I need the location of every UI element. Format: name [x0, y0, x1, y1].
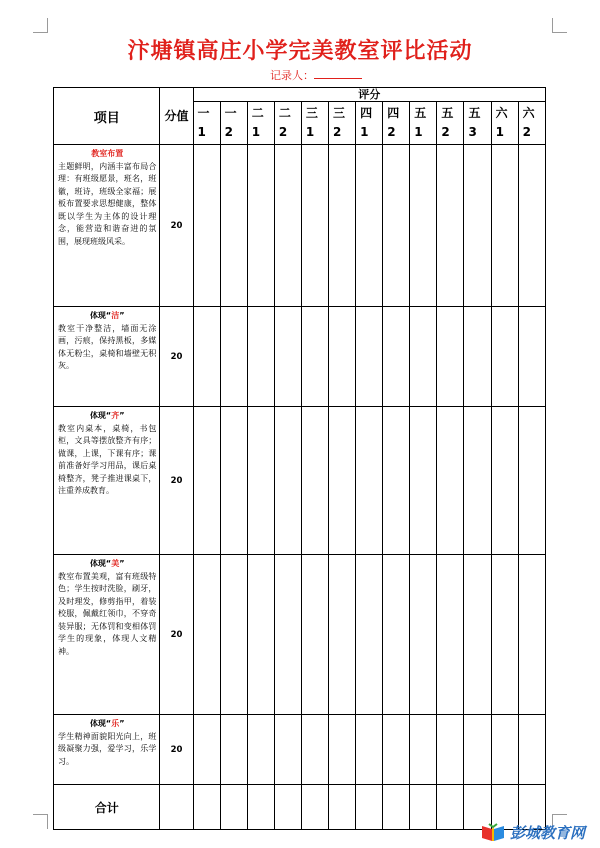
score-entry-cell[interactable] [491, 555, 518, 715]
score-entry-cell[interactable] [274, 145, 301, 307]
score-entry-cell[interactable] [464, 715, 491, 785]
class-header-5 [301, 102, 328, 145]
class-number: 1 [251, 125, 261, 139]
score-entry-cell[interactable] [410, 407, 437, 555]
class-header-11 [464, 102, 491, 145]
criteria-heading [58, 310, 156, 323]
score-entry-cell[interactable] [247, 555, 274, 715]
score-entry-cell[interactable] [301, 407, 328, 555]
class-number: 1 [360, 125, 369, 139]
score-entry-cell[interactable] [410, 307, 437, 407]
crop-mark-bottom-left [33, 814, 48, 829]
class-header-13 [518, 102, 545, 145]
score-value: 20 [160, 555, 193, 715]
header-score-value [160, 88, 193, 145]
score-entry-cell[interactable] [193, 715, 220, 785]
score-entry-cell[interactable] [220, 555, 247, 715]
score-entry-cell[interactable] [437, 307, 464, 407]
score-entry-cell[interactable] [437, 145, 464, 307]
score-entry-cell[interactable] [301, 555, 328, 715]
score-entry-cell[interactable] [274, 555, 301, 715]
heading-prefix: 体现“ [89, 311, 112, 320]
heading-keyword: 美 [111, 559, 120, 568]
total-entry-cell[interactable] [329, 785, 356, 830]
class-header-12 [491, 102, 518, 145]
total-entry-cell[interactable] [274, 785, 301, 830]
score-entry-cell[interactable] [491, 715, 518, 785]
score-entry-cell[interactable] [383, 407, 410, 555]
score-entry-cell[interactable] [356, 715, 383, 785]
criteria-row [54, 407, 546, 555]
score-entry-cell[interactable] [329, 715, 356, 785]
total-score-cell[interactable] [160, 785, 193, 830]
heading-prefix: 体现“ [89, 719, 112, 728]
score-entry-cell[interactable] [220, 715, 247, 785]
class-grade: 三 [333, 106, 346, 120]
score-entry-cell[interactable] [220, 307, 247, 407]
score-entry-cell[interactable] [193, 145, 220, 307]
score-entry-cell[interactable] [220, 145, 247, 307]
score-entry-cell[interactable] [491, 307, 518, 407]
heading-keyword: 洁 [111, 311, 120, 320]
score-entry-cell[interactable] [383, 715, 410, 785]
class-number: 1 [414, 125, 423, 139]
score-entry-cell[interactable] [193, 407, 220, 555]
criteria-description: 教室布置美观，富有班级特色；学生按时洗脸，刷牙，及时理发，修剪指甲，着装校服，佩戴红领巾，不穿奇装异服；无体罚和变相体罚学生的现象，体现人文精神。 [58, 571, 157, 656]
score-entry-cell[interactable] [518, 555, 545, 715]
class-header-10 [437, 102, 464, 145]
class-number: 2 [224, 125, 233, 139]
score-entry-cell[interactable] [247, 407, 274, 555]
score-entry-cell[interactable] [356, 555, 383, 715]
class-grade: 三 [305, 106, 318, 120]
criteria-description: 教室干净整洁，墙面无涂画，污痕，保持黑板，多媒体无粉尘，桌椅和墙壁无积灰。 [58, 323, 157, 370]
header-score-group: 评分 [193, 88, 545, 102]
criteria-category: 教室布置 [91, 149, 124, 158]
score-entry-cell[interactable] [410, 715, 437, 785]
criteria-heading [58, 718, 156, 731]
score-entry-cell[interactable] [329, 555, 356, 715]
class-grade: 六 [522, 106, 535, 120]
class-number: 3 [468, 125, 477, 139]
score-value: 20 [160, 145, 193, 307]
score-entry-cell[interactable] [518, 715, 545, 785]
score-entry-cell[interactable] [329, 407, 356, 555]
score-entry-cell[interactable] [220, 407, 247, 555]
score-entry-cell[interactable] [464, 407, 491, 555]
class-header-9 [410, 102, 437, 145]
score-entry-cell[interactable] [329, 145, 356, 307]
criteria-heading [58, 410, 156, 423]
class-header-8 [383, 102, 410, 145]
total-entry-cell[interactable] [301, 785, 328, 830]
score-value: 20 [160, 715, 193, 785]
score-entry-cell[interactable] [491, 407, 518, 555]
score-entry-cell[interactable] [518, 307, 545, 407]
score-entry-cell[interactable] [329, 307, 356, 407]
crop-mark-top-left [33, 18, 48, 33]
score-entry-cell[interactable] [464, 555, 491, 715]
class-header-2 [220, 102, 247, 145]
criteria-row [54, 555, 546, 715]
score-entry-cell[interactable] [383, 307, 410, 407]
score-entry-cell[interactable] [383, 555, 410, 715]
logo-text: 彭城教育网 [510, 824, 586, 842]
score-entry-cell[interactable] [356, 307, 383, 407]
class-header-4 [274, 102, 301, 145]
score-entry-cell[interactable] [247, 145, 274, 307]
class-grade: 二 [251, 106, 264, 120]
score-entry-cell[interactable] [274, 307, 301, 407]
class-number: 2 [278, 125, 288, 139]
class-header-3 [247, 102, 274, 145]
class-grade: 四 [360, 106, 373, 120]
class-grade: 五 [414, 106, 427, 120]
heading-suffix: ” [119, 311, 125, 320]
class-number: 2 [333, 125, 342, 139]
criteria-description: 教室内桌本，桌椅，书包柜，文具等摆放整齐有序；做课，上课，下课有序；课前准备好学习用品，课后桌椅整齐，凳子推进课桌下，注重养成教育。 [58, 423, 157, 495]
total-entry-cell[interactable] [410, 785, 437, 830]
class-number: 1 [495, 125, 504, 139]
header-row-top [54, 88, 546, 102]
class-number: 2 [522, 125, 532, 139]
criteria-description: 主题鲜明，内涵丰富布局合理：有班级愿景，班名，班徽，班诗，班级全家福；展板布置要求思想健康，整体既以学生为主体的设计理念，能营造和谐奋进的氛围，展现班级风采。 [58, 161, 157, 246]
score-entry-cell[interactable] [301, 715, 328, 785]
class-grade: 一 [197, 106, 210, 120]
score-entry-cell[interactable] [274, 715, 301, 785]
recorder-blank [314, 68, 362, 79]
score-value: 20 [160, 407, 193, 555]
class-header-1 [193, 102, 220, 145]
evaluation-table [53, 87, 546, 830]
total-entry-cell[interactable] [356, 785, 383, 830]
criteria-item [54, 555, 160, 715]
score-entry-cell[interactable] [301, 307, 328, 407]
class-number: 2 [441, 125, 450, 139]
criteria-heading [58, 558, 156, 571]
class-grade: 二 [278, 106, 291, 120]
total-label: 合计 [54, 785, 160, 830]
heading-keyword: 齐 [111, 411, 120, 420]
class-number: 1 [197, 125, 206, 139]
criteria-row [54, 145, 546, 307]
criteria-item [54, 307, 160, 407]
score-entry-cell[interactable] [193, 307, 220, 407]
score-entry-cell[interactable] [464, 307, 491, 407]
book-icon [480, 822, 506, 842]
score-entry-cell[interactable] [383, 145, 410, 307]
total-entry-cell[interactable] [383, 785, 410, 830]
score-entry-cell[interactable] [193, 555, 220, 715]
heading-suffix: ” [119, 719, 125, 728]
score-entry-cell[interactable] [301, 145, 328, 307]
total-entry-cell[interactable] [247, 785, 274, 830]
score-entry-cell[interactable] [410, 145, 437, 307]
score-entry-cell[interactable] [437, 407, 464, 555]
score-entry-cell[interactable] [356, 407, 383, 555]
recorder-label: 记录人： [270, 69, 314, 82]
class-header-7 [356, 102, 383, 145]
score-value: 20 [160, 307, 193, 407]
total-row [54, 785, 546, 830]
class-grade: 四 [387, 106, 400, 120]
class-grade: 五 [468, 106, 481, 120]
criteria-row [54, 715, 546, 785]
class-grade: 一 [224, 106, 237, 120]
score-entry-cell[interactable] [274, 407, 301, 555]
score-entry-cell[interactable] [464, 145, 491, 307]
score-entry-cell[interactable] [247, 715, 274, 785]
class-grade: 六 [495, 106, 508, 120]
total-entry-cell[interactable] [220, 785, 247, 830]
site-logo [480, 820, 595, 844]
heading-prefix: 体现“ [89, 559, 112, 568]
heading-suffix: ” [119, 559, 125, 568]
criteria-description: 学生精神面貌阳光向上，班级凝聚力强，爱学习，乐学习。 [58, 731, 157, 766]
score-entry-cell[interactable] [437, 715, 464, 785]
criteria-item [54, 145, 160, 307]
criteria-item [54, 407, 160, 555]
header-score-value-text: 分值 [164, 109, 189, 123]
crop-mark-top-right [552, 18, 567, 33]
class-number: 2 [387, 125, 396, 139]
class-number: 1 [305, 125, 315, 139]
total-entry-cell[interactable] [437, 785, 464, 830]
class-header-6 [329, 102, 356, 145]
score-entry-cell[interactable] [518, 407, 545, 555]
score-entry-cell[interactable] [410, 555, 437, 715]
score-entry-cell[interactable] [437, 555, 464, 715]
heading-prefix: 体现“ [89, 411, 112, 420]
document-title: 汴塘镇高庄小学完美教室评比活动 [127, 38, 473, 64]
header-item: 项目 [54, 88, 160, 145]
score-entry-cell[interactable] [356, 145, 383, 307]
score-entry-cell[interactable] [491, 145, 518, 307]
class-grade: 五 [441, 106, 454, 120]
total-entry-cell[interactable] [193, 785, 220, 830]
score-entry-cell[interactable] [518, 145, 545, 307]
criteria-item [54, 715, 160, 785]
heading-suffix: ” [119, 411, 125, 420]
heading-keyword: 乐 [111, 719, 120, 728]
criteria-row [54, 307, 546, 407]
score-entry-cell[interactable] [247, 307, 274, 407]
recorder-line [270, 67, 362, 83]
